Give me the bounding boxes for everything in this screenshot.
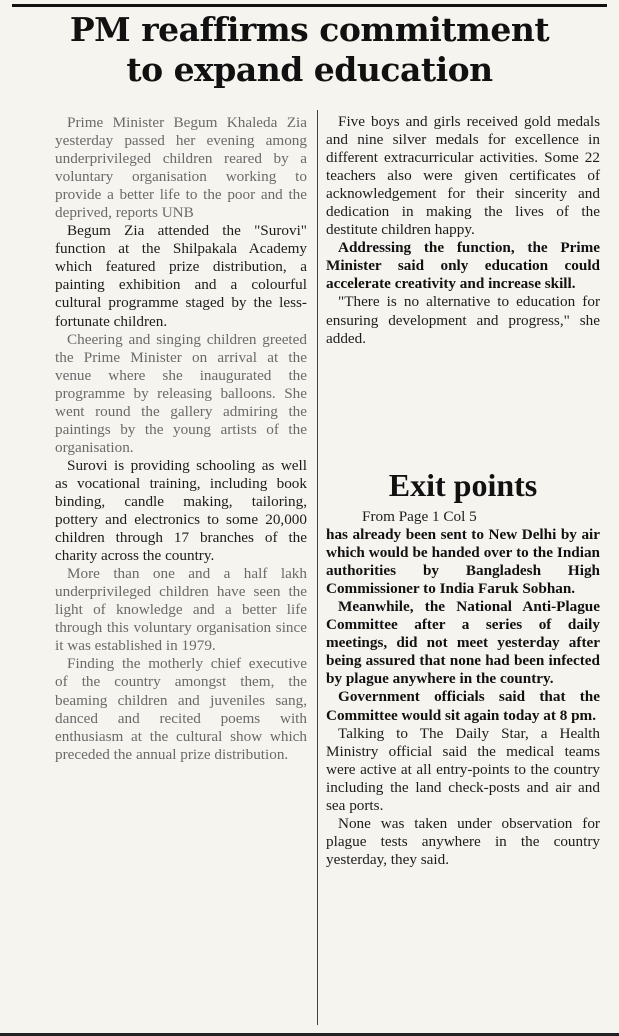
article-paragraph: Cheering and singing children greeted the Prime Minister on arrival at the venue where she inaugurated the programme by releasing balloons. She went round the gallery admiring the paintings by the young artists of the organisation. <box>55 330 307 456</box>
exit-points-story <box>326 508 600 869</box>
article-paragraph: Prime Minister Begum Khaleda Zia yesterday passed her evening among underprivileged children reared by a voluntary organisation working to provide a better life to the poor and the deprived, reports UNB <box>55 114 307 222</box>
exit-points-headline: Exit points <box>388 467 538 503</box>
article-paragraph: More than one and a half lakh underprivileged children have seen the light of knowledge and a better life through this voluntary organisation since it was established in 1979. <box>55 565 307 655</box>
article-paragraph: Begum Zia attended the "Surovi" function at the Shilpakala Academy which featured prize distribution, a painting exhibition and a colourful cultural programme staged by the less-fortunate children. <box>55 222 307 330</box>
jump-line: From Page 1 Col 5 <box>362 508 477 525</box>
right-column <box>326 113 600 348</box>
article-paragraph: Meanwhile, the National Anti-Plague Committee after a series of daily meetings, did not meet yesterday after being assured that none had been infected by plague anywhere in the country. <box>326 598 600 688</box>
article-paragraph: Government officials said that the Committee would sit again today at 8 pm. <box>326 688 600 724</box>
article-paragraph: None was taken under observation for plague tests anywhere in the country yesterday, they said. <box>326 814 600 868</box>
article-paragraph: has already been sent to New Delhi by air which would be handed over to the Indian authorities by Bangladesh High Commissioner to India Faruk Sobhan. <box>326 526 600 598</box>
article-paragraph: "There is no alternative to education for ensuring development and progress," she added. <box>326 293 600 347</box>
column-divider <box>317 110 318 1025</box>
headline-line-2: to expand education <box>126 50 493 89</box>
headline-line-1: PM reaffirms commitment <box>69 10 550 49</box>
article-paragraph: Addressing the function, the Prime Minister said only education could accelerate creativity and increase skill. <box>326 239 600 293</box>
article-paragraph: Finding the motherly chief executive of the country amongst them, the beaming children and juveniles sang, danced and recited poems with enthusiasm at the cultural show which preceded the annual prize distribution. <box>55 655 307 763</box>
left-column <box>55 114 307 764</box>
main-headline <box>0 10 619 90</box>
article-paragraph: Surovi is providing schooling as well as vocational training, including book binding, candle making, tailoring, pottery and electronics to some 20,000 children through 17 branches of the charity across the country. <box>55 456 307 565</box>
article-paragraph: Five boys and girls received gold medals and nine silver medals for excellence in different extracurricular activities. Some 22 teachers also were given certificates of acknowledgement for their sincerity and dedication in making the lives of the destitute children happy. <box>326 113 600 239</box>
article-paragraph: Talking to The Daily Star, a Health Ministry official said the medical teams were active at all entry-points to the country including the land check-posts and air and sea ports. <box>326 724 600 814</box>
top-rule <box>12 4 607 7</box>
